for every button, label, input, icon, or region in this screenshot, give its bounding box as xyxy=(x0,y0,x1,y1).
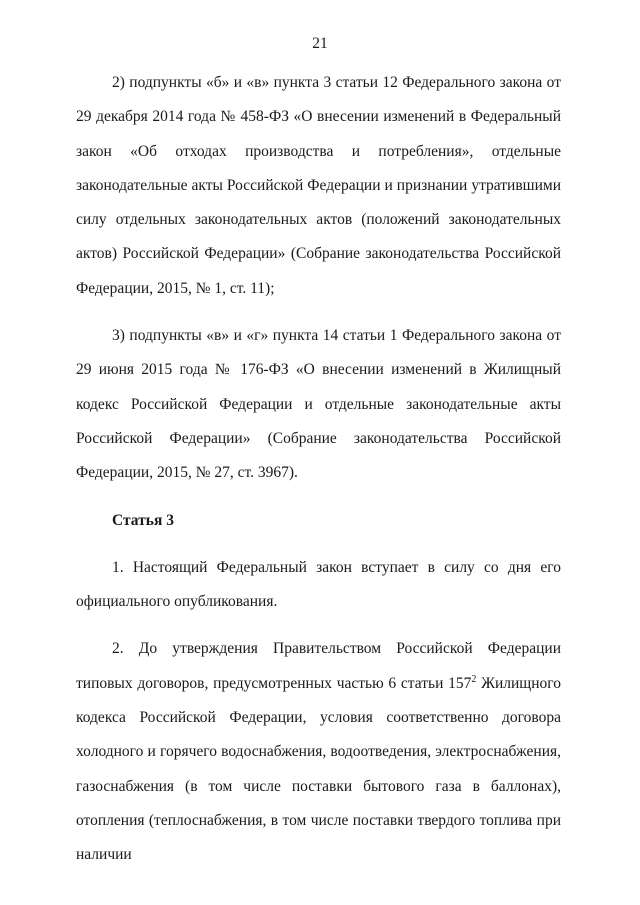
paragraph-clause-2 xyxy=(76,632,561,872)
clause-2-text-end: Жилищного кодекса Российской Федерации, условия соответственно договора холодного и горячего водоснабжения, водоотведения, электроснабжения, газоснабжения (в том числе поставки бытового газа в баллонах), отопления (теплоснабжения, в том числе поставки твердого топлива при наличии xyxy=(76,674,562,864)
article-heading: Статья 3 xyxy=(112,511,174,529)
paragraph-subitem-3: 3) подпункты «в» и «г» пункта 14 статьи 1 Федерального закона от 29 июня 2015 года № 176-ФЗ «О внесении изменений в Жилищный кодекс Российской Федерации и отдельные законодательные акты Российской Федерации» (Собрание законодательства Российской Федерации, 2015, № 27, ст. 3967). xyxy=(76,327,561,482)
clause-2-text-start: 2. До утверждения Правительством Российской Федерации типовых договоров, предусмотренных частью 6 статьи 157 xyxy=(76,640,561,692)
document-body xyxy=(76,66,561,873)
paragraph-clause-1: 1. Настоящий Федеральный закон вступает в силу со дня его официального опубликования. xyxy=(76,558,561,611)
page-number: 21 xyxy=(312,35,328,52)
article-number-superscript: 2 xyxy=(471,673,477,685)
paragraph-subitem-2: 2) подпункты «б» и «в» пункта 3 статьи 12 Федерального закона от 29 декабря 2014 года № 458-ФЗ «О внесении изменений в Федеральный закон «Об отходах производства и потребления», отдельные законодательные акты Российской Федерации и признании утратившими силу отдельных законодательных актов (положений законодательных актов) Российской Федерации» (Собрание законодательства Российской Федерации, 2015, № 1, ст. 11); xyxy=(76,74,561,297)
